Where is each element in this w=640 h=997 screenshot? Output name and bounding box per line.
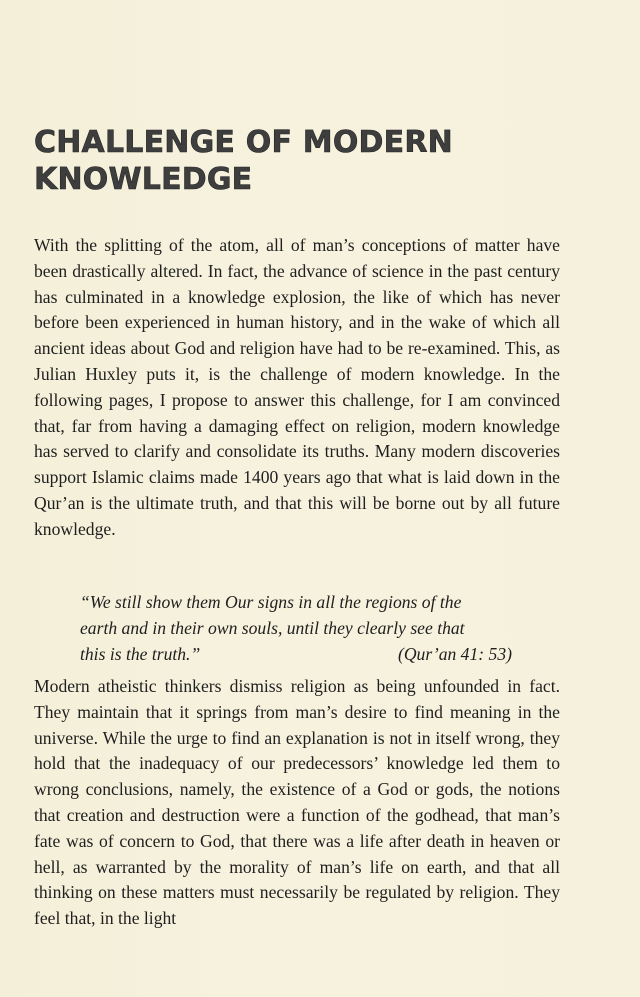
quote-line-2: earth and in their own souls, until they clearly see that [80, 618, 465, 638]
quran-quote [80, 589, 512, 667]
paragraph-2: Modern atheistic thinkers dismiss religion as being unfounded in fact. They maintain that it springs from man’s desire to find meaning in the universe. While the urge to find an explanation is not in itself wrong, they hold that the inadequacy of our predecessors’ knowledge led them to wrong conclusions, namely, the existence of a God or gods, the notions that creation and destruction were a function of the godhead, that man’s fate was of concern to God, that there was a life after death in heaven or hell, as warranted by the morality of man’s life on earth, and that all thinking on these matters must necessarily be regulated by religion. They feel that, in the light [34, 676, 560, 929]
quote-line-3: this is the truth.” [80, 644, 201, 664]
chapter-title-line-2: KNOWLEDGE [34, 162, 253, 197]
paragraph-1: With the splitting of the atom, all of man’s conceptions of matter have been drastically altered. In fact, the advance of science in the past century has culminated in a knowledge explosion, the like of which has never before been experienced in human history, and in the wake of which all ancient ideas about God and religion have had to be re-examined. This, as Julian Huxley puts it, is the challenge of modern knowledge. In the following pages, I propose to answer this challenge, for I am convinced that, far from having a damaging effect on religion, modern knowledge has served to clarify and consolidate its truths. Many modern discoveries support Islamic claims made 1400 years ago that what is laid down in the Qur’an is the ultimate truth, and that this will be borne out by all future knowledge. [34, 235, 560, 539]
chapter-title-line-1: CHALLENGE OF MODERN [34, 125, 453, 160]
quote-citation: (Qur’an 41: 53) [397, 644, 512, 664]
chapter-title [34, 124, 594, 198]
quote-line-1: “We still show them Our signs in all the regions of the [80, 592, 462, 612]
